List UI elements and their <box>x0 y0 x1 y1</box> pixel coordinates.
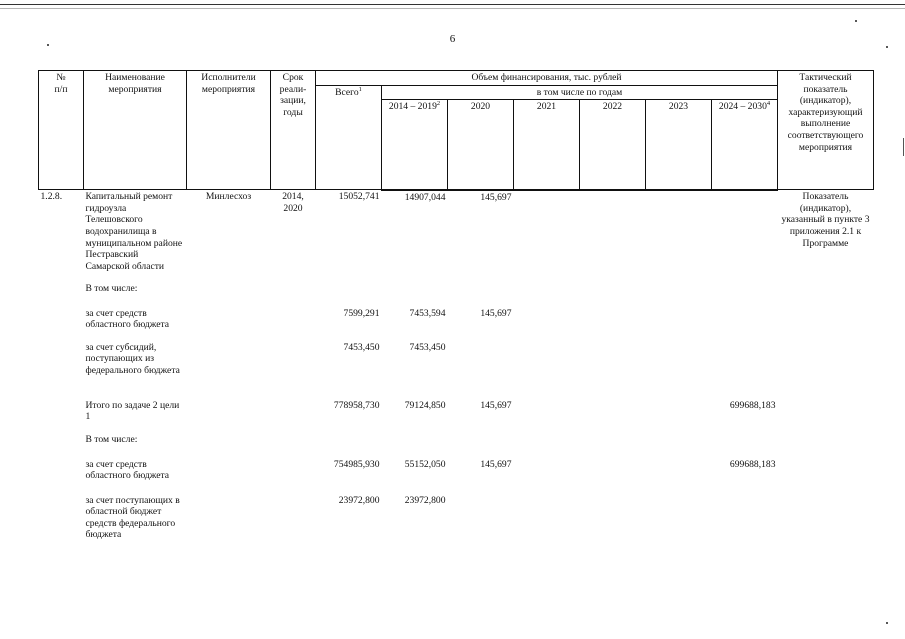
header-year-2021 <box>514 100 580 190</box>
row-name: В том числе: <box>85 433 138 445</box>
row-y6 <box>712 190 778 282</box>
header-year-text: 2020 <box>470 101 491 113</box>
header-year-2020 <box>448 100 514 190</box>
header-total-text: Всего <box>335 86 359 98</box>
row-term <box>271 458 316 494</box>
row-y2 <box>448 494 514 570</box>
row-y1: 7453,450 <box>409 341 446 353</box>
row-num <box>39 458 84 494</box>
table-row <box>39 282 874 307</box>
row-total <box>316 433 382 458</box>
row-indicator <box>778 494 874 570</box>
scan-speck <box>886 622 888 624</box>
header-financing <box>316 71 778 86</box>
row-y6: 699688,183 <box>729 458 776 470</box>
row-num <box>39 433 84 458</box>
row-term <box>271 494 316 570</box>
row-y1: 14907,044 <box>404 191 446 203</box>
header-indicator <box>778 71 874 190</box>
header-year-2024-2030 <box>712 100 778 190</box>
row-y1: 23972,800 <box>404 494 446 506</box>
row-indicator <box>778 307 874 341</box>
row-y2 <box>448 282 514 307</box>
row-term <box>271 307 316 341</box>
scan-border-top <box>0 4 905 5</box>
row-total: 23972,800 <box>338 494 380 506</box>
header-including-years-text: в том числе по годам <box>536 86 623 98</box>
page-number: 6 <box>449 33 456 45</box>
table-row <box>39 307 874 341</box>
row-executor <box>187 341 271 399</box>
table-row <box>39 341 874 399</box>
header-executors <box>187 71 271 190</box>
row-total: 7599,291 <box>343 307 380 319</box>
header-name <box>84 71 187 190</box>
table-row <box>39 494 874 570</box>
row-y6: 699688,183 <box>729 399 776 411</box>
header-including-years <box>382 85 778 100</box>
row-name: В том числе: <box>85 282 138 294</box>
row-name: за счет средств областного бюджета <box>85 458 170 482</box>
row-y2: 145,697 <box>480 191 512 203</box>
header-year-text: 2023 <box>668 101 689 113</box>
row-total: 754985,930 <box>333 458 380 470</box>
row-name: за счет субсидий, поступающих из федерального бюджета <box>85 341 180 376</box>
row-y6 <box>712 282 778 307</box>
row-num <box>39 307 84 341</box>
row-executor <box>187 399 271 433</box>
row-num <box>39 341 84 399</box>
row-y6 <box>712 494 778 570</box>
row-y6 <box>712 307 778 341</box>
table-row <box>39 190 874 282</box>
table-row <box>39 433 874 458</box>
header-financing-text: Объем финансирования, тыс. рублей <box>471 72 622 83</box>
row-executor <box>187 458 271 494</box>
row-executor <box>187 282 271 307</box>
scan-border-top-faint <box>0 8 905 9</box>
row-name: за счет поступающих в областной бюджет средств федерального бюджета <box>85 494 180 541</box>
header-name-text: Наименование мероприятия <box>105 72 165 95</box>
row-y1: 7453,594 <box>409 307 446 319</box>
row-name: Капитальный ремонт гидроузла Телешовского водохранилища в муниципальном районе Пестравский Самарской области <box>85 191 183 272</box>
row-y6 <box>712 433 778 458</box>
row-name: за счет средств областного бюджета <box>85 307 170 331</box>
footnote-mark: 2 <box>436 100 441 107</box>
header-num <box>39 71 84 190</box>
header-term-text: Срок реали- зации, годы <box>279 72 307 118</box>
row-executor <box>187 433 271 458</box>
table-row <box>39 458 874 494</box>
header-indicator-text: Тактический показатель (индикатор), характеризующий выполнение соответствующего мероприятия <box>787 72 864 153</box>
row-executor <box>187 307 271 341</box>
row-indicator <box>778 458 874 494</box>
row-total: 778958,730 <box>333 399 380 411</box>
row-num <box>39 282 84 307</box>
row-y1 <box>382 433 448 458</box>
row-y2: 145,697 <box>480 307 512 319</box>
row-y1 <box>382 282 448 307</box>
row-y6 <box>712 341 778 399</box>
row-name: Итого по задаче 2 цели 1 <box>85 399 180 423</box>
scan-speck <box>855 20 857 22</box>
row-indicator <box>778 341 874 399</box>
row-num: 1.2.8. <box>40 191 63 203</box>
row-y2: 145,697 <box>480 399 512 411</box>
header-term <box>271 71 316 190</box>
row-indicator: Показатель (индикатор), указанный в пункте 3 приложения 2.1 к Программе <box>781 191 870 249</box>
row-y1: 55152,050 <box>404 458 446 470</box>
row-term: 2014, 2020 <box>282 191 304 214</box>
header-year-text: 2024 – 2030 <box>718 101 767 113</box>
row-indicator <box>778 433 874 458</box>
row-term <box>271 341 316 399</box>
header-year-text: 2021 <box>536 101 557 113</box>
row-y2: 145,697 <box>480 458 512 470</box>
row-y2 <box>448 341 514 399</box>
row-total: 7453,450 <box>343 341 380 353</box>
row-term <box>271 282 316 307</box>
row-y2 <box>448 433 514 458</box>
footnote-mark: 1 <box>358 85 362 93</box>
header-executors-text: Исполнители мероприятия <box>201 72 256 95</box>
header-total <box>316 85 382 190</box>
row-executor: Минлесхоз <box>205 191 252 203</box>
row-executor <box>187 494 271 570</box>
row-num <box>39 494 84 570</box>
row-total <box>316 282 382 307</box>
row-num <box>39 399 84 433</box>
header-year-text: 2022 <box>602 101 623 113</box>
footnote-mark: 4 <box>766 100 771 107</box>
scan-speck <box>886 46 888 48</box>
header-year-2023 <box>646 100 712 190</box>
row-term <box>271 433 316 458</box>
row-total: 15052,741 <box>338 191 380 203</box>
header-year-text: 2014 – 2019 <box>388 101 437 113</box>
row-term <box>271 399 316 433</box>
row-indicator <box>778 399 874 433</box>
header-year-2014-2019 <box>382 100 448 190</box>
header-year-2022 <box>580 100 646 190</box>
row-y1: 79124,850 <box>404 399 446 411</box>
row-indicator <box>778 282 874 307</box>
table-row <box>39 399 874 433</box>
financing-table <box>38 70 874 570</box>
scan-edge-mark <box>903 138 904 156</box>
header-num-text: № п/п <box>54 72 68 95</box>
